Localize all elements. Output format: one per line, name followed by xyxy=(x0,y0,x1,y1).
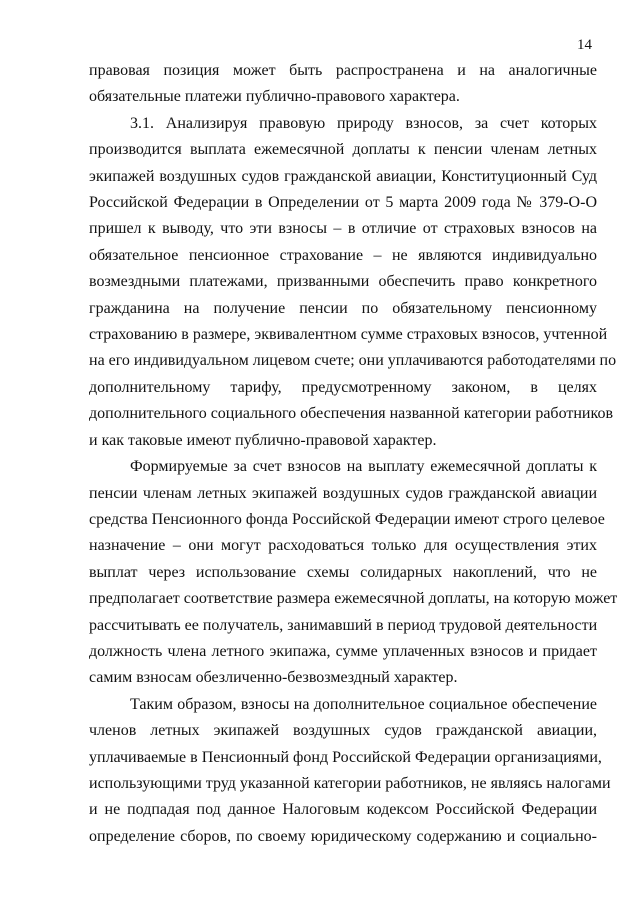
text-line: и как таковые имеют публично-правовой характер. xyxy=(89,431,437,449)
text-line: дополнительному тарифу, предусмотренному законом, в целях xyxy=(89,378,597,396)
text-line: дополнительного социального обеспечения названной категории работников xyxy=(89,405,613,423)
paragraph-3-1 xyxy=(89,111,617,454)
paragraph-formed-funds xyxy=(89,454,618,692)
text-line: предполагает соответствие размера ежемесячной доплаты, на которую может xyxy=(89,590,618,608)
text-line: 3.1. Анализируя правовую природу взносов, за счет которых xyxy=(130,114,597,132)
document-body xyxy=(89,58,618,850)
text-line: страхованию в размере, эквивалентном сумме страховых взносов, учтенной xyxy=(89,326,608,344)
text-line: возмездными платежами, призванными обеспечить право конкретного xyxy=(89,273,597,291)
text-line: должность члена летного экипажа, сумме уплаченных взносов и придает xyxy=(89,642,597,660)
text-line: обязательное пенсионное страхование – не являются индивидуально xyxy=(89,246,597,264)
text-line: производится выплата ежемесячной доплаты к пенсии членам летных xyxy=(89,141,597,159)
text-line: самим взносам обезличенно-безвозмездный характер. xyxy=(89,669,458,687)
page-number: 14 xyxy=(577,37,592,53)
text-line: экипажей воздушных судов гражданской авиации, Конституционный Суд xyxy=(89,167,597,185)
text-line: правовая позиция может быть распространена и на аналогичные xyxy=(89,62,597,79)
text-line: Таким образом, взносы на дополнительное социальное обеспечение xyxy=(130,695,597,713)
text-line: обязательные платежи публично-правового характера. xyxy=(89,88,460,106)
text-line: уплачиваемые в Пенсионный фонд Российской Федерации организациями, xyxy=(89,748,602,766)
text-line: и не подпадая под данное Налоговым кодексом Российской Федерации xyxy=(89,801,597,819)
text-line: назначение – они могут расходоваться только для осуществления этих xyxy=(89,537,597,555)
text-line: гражданина на получение пенсии по обязательному пенсионному xyxy=(89,299,597,317)
text-line: использующими труд указанной категории работников, не являясь налогами xyxy=(89,774,611,792)
text-line: средства Пенсионного фонда Российской Федерации имеют строго целевое xyxy=(89,510,605,528)
text-line: определение сборов, по своему юридическому содержанию и социально- xyxy=(89,827,597,845)
text-line: Формируемые за счет взносов на выплату ежемесячной доплаты к xyxy=(130,458,597,476)
text-line: рассчитывать ее получатель, занимавший в период трудовой деятельности xyxy=(89,616,598,634)
text-line: членов летных экипажей воздушных судов гражданской авиации, xyxy=(89,722,597,740)
paragraph-continuation xyxy=(89,58,597,111)
text-line: пришел к выводу, что эти взносы – в отличие от страховых взносов на xyxy=(89,220,597,238)
text-line: пенсии членам летных экипажей воздушных судов гражданской авиации xyxy=(89,484,597,502)
text-line: на его индивидуальном лицевом счете; они уплачиваются работодателями по xyxy=(89,352,617,370)
paragraph-conclusion xyxy=(89,692,611,850)
text-line: выплат через использование схемы солидарных накоплений, что не xyxy=(89,563,597,581)
text-line: Российской Федерации в Определении от 5 марта 2009 года № 379-О-О xyxy=(89,194,597,212)
